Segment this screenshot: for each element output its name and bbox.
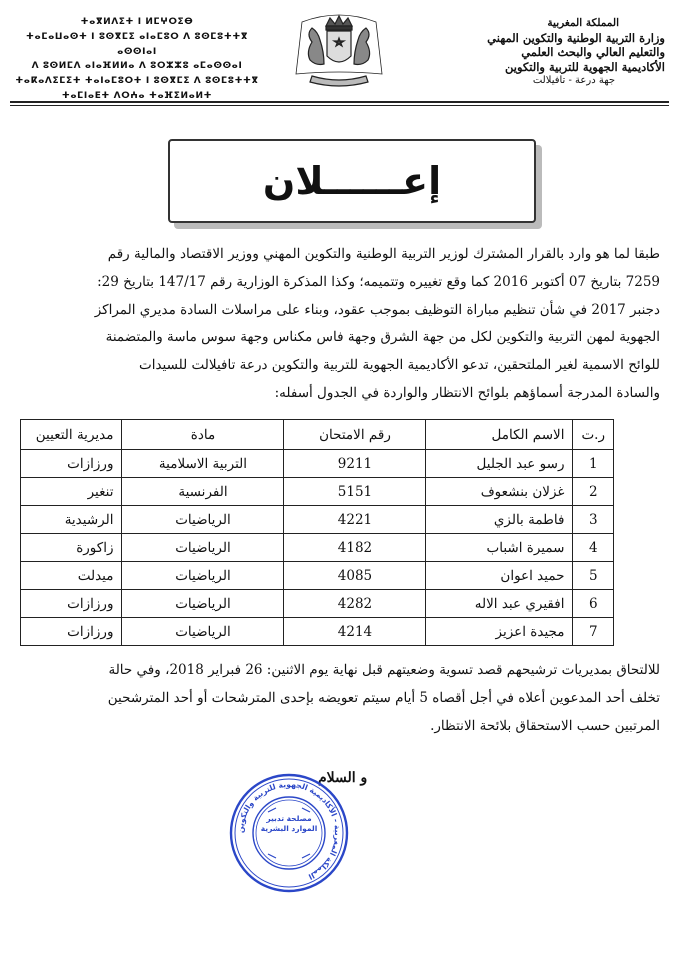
table-row <box>21 618 614 646</box>
header-arabic <box>415 16 665 89</box>
stamp-ring-text: المملكة المغربية - الأكاديمية الجهوية للتربية والتكوين <box>235 779 343 882</box>
header-tf-line: ⵜⴰⵎⵏⴰⴹⵜ ⴷⵔⵄⴰ ⵜⴰⴼⵉⵍⴰⵍⵜ <box>61 90 213 101</box>
intro-paragraph <box>20 241 660 408</box>
header-tf-line: ⵜⴰⴳⵍⴷⵉⵜ ⵏ ⵍⵎⵖⵔⵉⴱ <box>80 17 194 27</box>
cell-rank: 7 <box>573 618 614 646</box>
cell-subject: الرياضيات <box>122 562 284 590</box>
cell-rank: 1 <box>573 450 614 478</box>
intro-line: 7259 بتاريخ 07 أكتوبر 2016 كما وقع تغييره وتتميمه؛ وكذا المذكرة الوزارية رقم 147/17 بتاريخ 29: <box>97 273 660 290</box>
cell-exam-number: 4085 <box>284 562 426 590</box>
cell-rank: 3 <box>573 506 614 534</box>
cell-name: رسو عبد الجليل <box>426 450 573 478</box>
cell-directorate: ورزازات <box>21 450 122 478</box>
cell-subject: التربية الاسلامية <box>122 450 284 478</box>
cell-name: فاطمة بالزي <box>426 506 573 534</box>
cell-exam-number: 5151 <box>284 478 426 506</box>
cell-subject: الرياضيات <box>122 618 284 646</box>
intro-line: دجنبر 2017 في شأن تنظيم مباراة التوظيف بموجب عقود، وبناء على مراسلات السادة مديري المراكز <box>94 301 660 318</box>
header-divider <box>10 105 669 106</box>
cell-directorate: تنغير <box>21 478 122 506</box>
header-tf-line: ⴷ ⵓⵙⵍⵎⴷ ⴰⵏⴰⴼⵍⵍⴰ ⴷ ⵓⵔⵣⵣⵓ ⴰⵎⴰⵙⵙⴰⵏ <box>31 61 243 72</box>
col-exam-number-header: رقم الامتحان <box>284 420 426 450</box>
coat-of-arms-icon <box>282 12 396 92</box>
outro-line: للالتحاق بمديريات ترشيحهم قصد تسوية وضعيتهم قبل نهاية يوم الاثنين: 26 فبراير 2018، وفي حالة <box>108 662 660 678</box>
cell-subject: الرياضيات <box>122 506 284 534</box>
outro-line: تخلف أحد المدعوين أعلاه في أجل أقصاه 5 أيام سيتم تعويضه بإحدى المترشحات أو أحد المترشحين <box>107 690 660 706</box>
candidates-table <box>20 419 614 646</box>
cell-exam-number: 4282 <box>284 590 426 618</box>
cell-exam-number: 4221 <box>284 506 426 534</box>
cell-name: سميرة اشباب <box>426 534 573 562</box>
intro-line: والسادة المدرجة أسماؤهم بلوائح الانتظار والواردة في الجدول أسفله: <box>274 384 660 401</box>
header-ar-line: والتعليم العالي والبحث العلمي <box>521 45 665 60</box>
cell-name: حميد اعوان <box>426 562 573 590</box>
table-row <box>21 562 614 590</box>
header-tf-line: ⵜⴰⴽⴰⴷⵉⵎⵉⵜ ⵜⴰⵏⴰⵎⵓⵔⵜ ⵏ ⵓⵙⴳⵎⵉ ⴷ ⵓⵙⵎⵓⵜⵜⴳ <box>15 76 259 87</box>
col-rank-header: ر.ت <box>573 420 614 450</box>
official-stamp-icon <box>228 772 350 894</box>
cell-rank: 6 <box>573 590 614 618</box>
table-row <box>21 534 614 562</box>
cell-directorate: زاكورة <box>21 534 122 562</box>
table-row <box>21 590 614 618</box>
table-row <box>21 478 614 506</box>
stamp-center-text: مصلحة تدبير الموارد البشرية <box>260 814 318 833</box>
header-ar-line: الأكاديمية الجهوية للتربية والتكوين <box>504 59 665 74</box>
intro-line: للوائح الاسمية لغير الملتحقين، تدعو الأكاديمية الجهوية للتربية والتكوين درعة تافيلالت للسيدات <box>139 357 660 374</box>
col-name-header: الاسم الكامل <box>426 420 573 450</box>
cell-subject: الرياضيات <box>122 534 284 562</box>
cell-directorate: ورزازات <box>21 590 122 618</box>
cell-exam-number: 4182 <box>284 534 426 562</box>
header-ar-line: المملكة المغربية <box>547 17 619 29</box>
cell-subject: الفرنسية <box>122 478 284 506</box>
col-subject-header: مادة <box>122 420 284 450</box>
header-ar-line: جهة درعة - تافيلالت <box>532 75 615 87</box>
header-ar-line: وزارة التربية الوطنية والتكوين المهني <box>487 30 665 45</box>
cell-name: افقيري عبد الاله <box>426 590 573 618</box>
intro-line: الجهوية لمهن التربية والتكوين لكل من جهة الشرق وجهة فاس مكناس وجهة سوس ماسة والمتضمنة <box>105 329 660 346</box>
intro-line: طبقا لما هو وارد بالقرار المشترك لوزير التربية الوطنية والتكوين المهني ووزير الاقتصاد والمالية رقم <box>107 246 660 262</box>
title-box <box>168 139 536 223</box>
cell-directorate: الرشيدية <box>21 506 122 534</box>
table-row <box>21 450 614 478</box>
table-header-row <box>21 420 614 450</box>
table-row <box>21 506 614 534</box>
cell-subject: الرياضيات <box>122 590 284 618</box>
cell-rank: 4 <box>573 534 614 562</box>
header-divider <box>10 101 669 103</box>
cell-rank: 2 <box>573 478 614 506</box>
outro-line: المرتبين حسب الاستحقاق بلائحة الانتظار. <box>430 718 660 734</box>
header-tifinagh <box>12 15 262 104</box>
cell-exam-number: 4214 <box>284 618 426 646</box>
cell-name: مجيدة اعزيز <box>426 618 573 646</box>
cell-exam-number: 9211 <box>284 450 426 478</box>
cell-name: غزلان بنشعوف <box>426 478 573 506</box>
outro-paragraph <box>20 656 660 740</box>
closing-salutation: و السلام <box>318 770 368 786</box>
cell-rank: 5 <box>573 562 614 590</box>
cell-directorate: ميدلت <box>21 562 122 590</box>
cell-directorate: ورزازات <box>21 618 122 646</box>
header-tf-line: ⵜⴰⵎⴰⵡⴰⵙⵜ ⵏ ⵓⵙⴳⵎⵉ ⴰⵏⴰⵎⵓⵔ ⴷ ⵓⵙⵎⵓⵜⵜⴳ ⴰⵙⵙⵏⴰⵏ <box>26 31 248 57</box>
page-title: إعــــــلان <box>262 159 442 203</box>
col-directorate-header: مديرية التعيين <box>21 420 122 450</box>
